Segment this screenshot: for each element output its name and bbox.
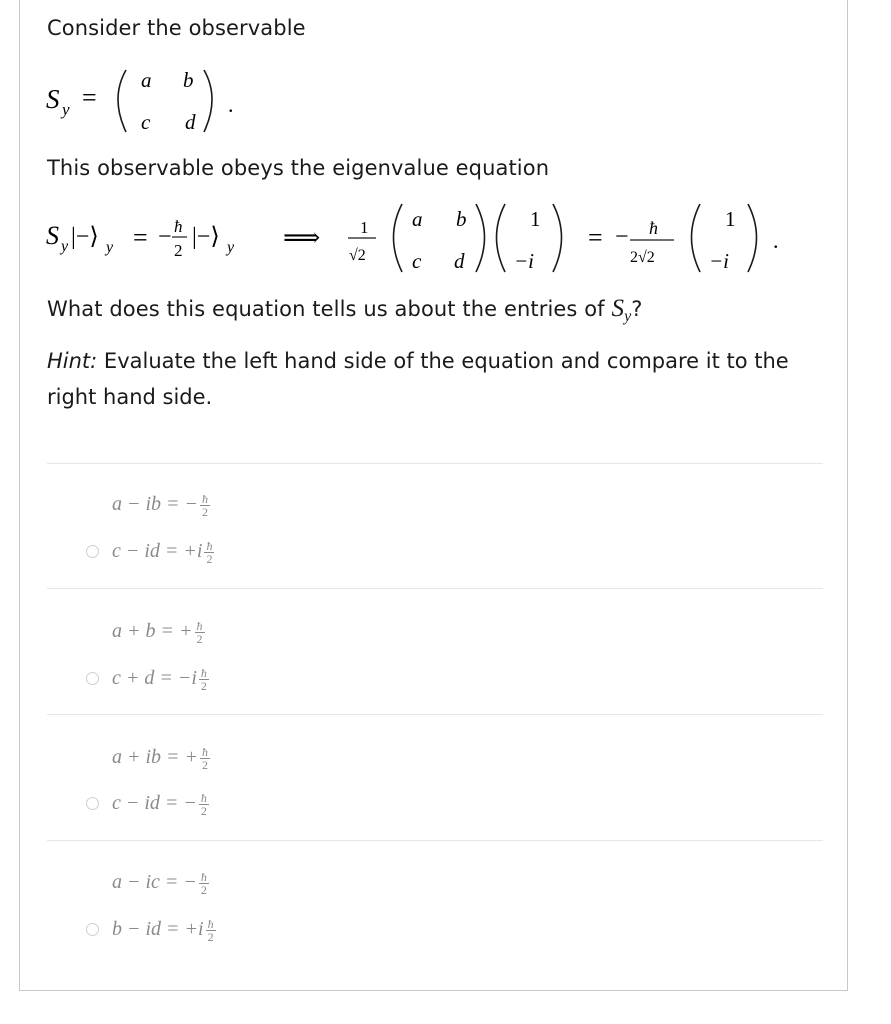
eq-sqrt2: √2 bbox=[349, 247, 366, 264]
option-1-line-2-lhs: c − id = +i bbox=[112, 540, 203, 563]
option-1-line-1-fraction bbox=[200, 493, 210, 518]
option-1-line-2-fraction bbox=[204, 540, 214, 565]
hint-label: Hint: bbox=[47, 349, 98, 373]
hint-paragraph bbox=[47, 343, 827, 415]
frac-den: 2 bbox=[200, 883, 207, 897]
frac-den: 2 bbox=[200, 804, 207, 818]
frac-den: 2 bbox=[200, 679, 207, 693]
question-sy-symbol: S bbox=[611, 295, 625, 322]
separator bbox=[47, 714, 823, 715]
option-2-line-1 bbox=[112, 620, 205, 645]
frac-num: ħ bbox=[200, 870, 207, 884]
frac-num: ħ bbox=[200, 666, 207, 680]
option-4-line-2-lhs: b − id = +i bbox=[112, 918, 204, 941]
matrix-entry-d: d bbox=[185, 110, 196, 134]
frac-den: 2 bbox=[202, 758, 209, 772]
option-2-radio[interactable] bbox=[86, 672, 99, 685]
eq-vector-neg-i: −i bbox=[514, 249, 535, 273]
eigenvalue-intro: This observable obeys the eigenvalue equation bbox=[47, 156, 550, 180]
option-3-line-1-fraction bbox=[200, 746, 210, 771]
eq-two-1: 2 bbox=[174, 241, 183, 260]
option-3-line-1-lhs: a + ib = + bbox=[112, 746, 199, 769]
eq-entry-d: d bbox=[454, 249, 465, 273]
separator bbox=[47, 840, 823, 841]
eq-minus-1: − bbox=[158, 224, 172, 250]
option-4-line-1-fraction bbox=[199, 871, 209, 896]
option-1-line-2 bbox=[112, 540, 214, 565]
option-3-line-1 bbox=[112, 746, 210, 771]
eq-hbar-2: ħ bbox=[649, 218, 658, 238]
eq-one-1: 1 bbox=[360, 218, 369, 237]
frac-den: 2 bbox=[196, 632, 203, 646]
frac-num: ħ bbox=[202, 492, 209, 506]
question-prompt bbox=[47, 295, 643, 323]
frac-num: ħ bbox=[196, 619, 203, 633]
separator bbox=[47, 463, 823, 464]
sy-subscript: y bbox=[62, 100, 70, 119]
option-3-line-2-lhs: c − id = − bbox=[112, 792, 197, 815]
question-sy-subscript: y bbox=[624, 308, 632, 325]
option-4-line-2 bbox=[112, 918, 216, 943]
eq-ket-subscript: y bbox=[106, 239, 114, 256]
option-2-line-1-lhs: a + b = + bbox=[112, 620, 193, 643]
frac-den: 2 bbox=[202, 505, 209, 519]
eq-equals-1: = bbox=[133, 223, 148, 252]
eq-entry-a: a bbox=[412, 207, 423, 231]
question-prompt-text: What does this equation tells us about the entries of bbox=[47, 297, 612, 321]
frac-num: ħ bbox=[207, 917, 214, 931]
option-4-line-2-fraction bbox=[206, 918, 216, 943]
eq-hbar-1: ħ bbox=[174, 217, 183, 236]
eq-ket-subscript-2: y bbox=[227, 239, 235, 256]
eq-entry-c: c bbox=[412, 249, 422, 273]
option-4-line-1 bbox=[112, 871, 209, 896]
eq-rhs-vector-neg-i: −i bbox=[709, 249, 730, 273]
equals-sign: = bbox=[82, 83, 97, 112]
eq-equals-2: = bbox=[588, 223, 603, 252]
option-1-line-1-lhs: a − ib = − bbox=[112, 493, 199, 516]
eq-s-symbol: S bbox=[46, 221, 59, 250]
intro-text: Consider the observable bbox=[47, 16, 306, 40]
right-paren bbox=[204, 70, 212, 132]
frac-num: ħ bbox=[200, 791, 207, 805]
eq-vector-one: 1 bbox=[530, 207, 541, 231]
matrix-entry-c: c bbox=[141, 110, 151, 134]
frac-num: ħ bbox=[202, 745, 209, 759]
eq-rhs-vector-one: 1 bbox=[725, 207, 736, 231]
eq-ket-minus-2: |−⟩ bbox=[192, 224, 220, 250]
eigenvalue-equation bbox=[40, 196, 800, 280]
option-3-radio[interactable] bbox=[86, 797, 99, 810]
option-2-line-2-fraction bbox=[199, 667, 209, 692]
matrix-entry-a: a bbox=[141, 68, 152, 92]
period: . bbox=[228, 92, 234, 117]
frac-den: 2 bbox=[207, 930, 214, 944]
option-2-line-2 bbox=[112, 667, 209, 692]
implies-arrow: ⟹ bbox=[283, 223, 321, 252]
eq-entry-b: b bbox=[456, 207, 467, 231]
hint-text: Evaluate the left hand side of the equation and compare it to the right hand side. bbox=[47, 349, 789, 409]
separator bbox=[47, 588, 823, 589]
frac-den: 2 bbox=[206, 552, 213, 566]
eq-two-sqrt2: 2√2 bbox=[630, 249, 655, 266]
eq-s-subscript: y bbox=[61, 238, 69, 255]
matrix-entry-b: b bbox=[183, 68, 194, 92]
sy-symbol: S bbox=[46, 84, 60, 114]
eq-minus-2: − bbox=[615, 224, 629, 250]
option-2-line-2-lhs: c + d = −i bbox=[112, 667, 197, 690]
option-1-line-1 bbox=[112, 493, 210, 518]
option-3-line-2-fraction bbox=[199, 792, 209, 817]
option-1-radio[interactable] bbox=[86, 545, 99, 558]
eq-period: . bbox=[773, 228, 779, 253]
left-paren bbox=[118, 70, 126, 132]
matrix-definition bbox=[40, 60, 260, 140]
option-2-line-1-fraction bbox=[195, 620, 205, 645]
option-4-radio[interactable] bbox=[86, 923, 99, 936]
frac-num: ħ bbox=[206, 539, 213, 553]
option-3-line-2 bbox=[112, 792, 209, 817]
option-4-line-1-lhs: a − ic = − bbox=[112, 871, 197, 894]
question-mark: ? bbox=[631, 297, 643, 321]
eq-ket-minus: |−⟩ bbox=[71, 224, 99, 250]
